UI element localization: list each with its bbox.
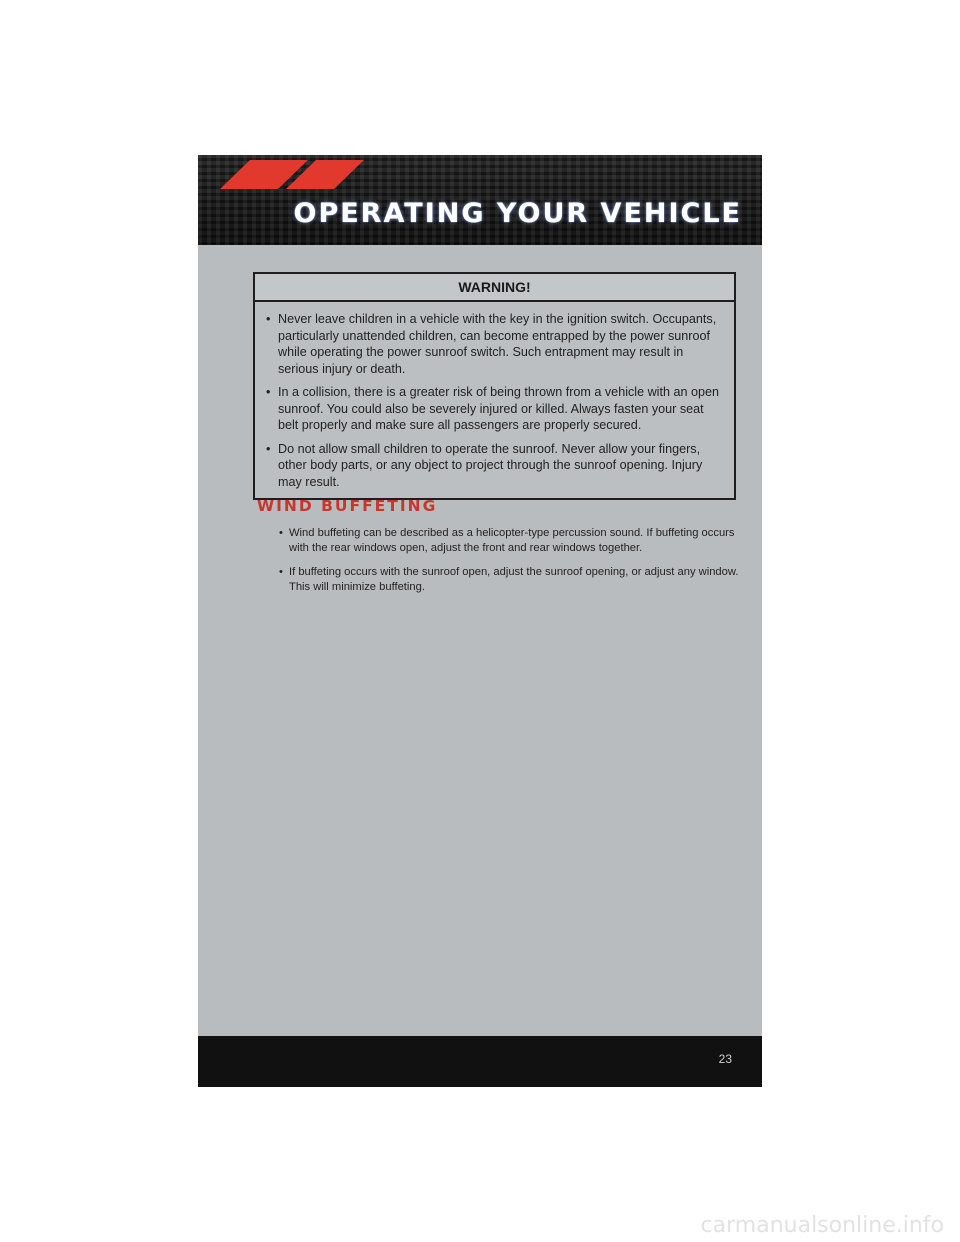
section-heading: WIND BUFFETING (257, 497, 438, 515)
bullet-icon: • (266, 385, 271, 399)
watermark[interactable]: carmanualsonline.info (700, 1213, 944, 1238)
body-item-text: If buffeting occurs with the sunroof open, adjust the sunroof opening, or adjust any window. This will minimize buffeting. (289, 566, 739, 593)
warning-item-text: In a collision, there is a greater risk of being thrown from a vehicle with an open sunroof. You could also be severely injured or killed. Always fasten your seat belt properly and make sure all passengers are properly secured. (278, 385, 720, 432)
page-number: 23 (718, 1052, 732, 1066)
body-item-text: Wind buffeting can be described as a helicopter-type percussion sound. If buffeting occurs with the rear windows open, adjust the front and rear windows together. (289, 527, 735, 554)
bullet-icon: • (279, 566, 283, 578)
manual-page (198, 155, 762, 1087)
bullet-icon: • (266, 312, 271, 326)
warning-item (266, 311, 724, 377)
bullet-icon: • (279, 527, 283, 539)
section-title: OPERATING YOUR VEHICLE (293, 198, 742, 229)
warning-item (266, 384, 724, 434)
body-item (279, 565, 749, 595)
warning-item (266, 441, 724, 491)
section-header (198, 155, 762, 245)
body-list (279, 526, 749, 604)
warning-item-text: Do not allow small children to operate the sunroof. Never allow your fingers, other body parts, or any object to project through the sunroof opening. Injury may result. (278, 441, 703, 489)
warning-list (255, 302, 734, 498)
warning-item-text: Never leave children in a vehicle with the key in the ignition switch. Occupants, particularly unattended children, can become entrapped by the power sunroof while operating the power sunroof switch. Such entrapment may result in serious injury or death. (278, 312, 717, 376)
warning-box (253, 272, 736, 500)
bullet-icon: • (266, 441, 271, 456)
page-footer (198, 1036, 762, 1087)
warning-title: WARNING! (255, 274, 734, 302)
body-item (279, 526, 749, 556)
